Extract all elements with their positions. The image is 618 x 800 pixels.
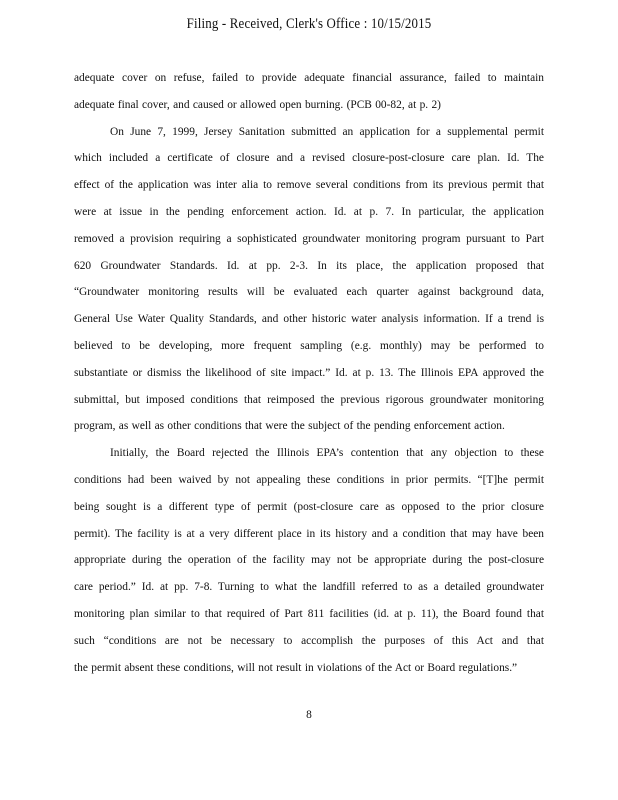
text-line: monitoring plan similar to that required of Part 811 facilities (id. at p. 11), the Board found that [74, 607, 544, 620]
text-line: conditions had been waived by not appealing these conditions in prior permits. “[T]he permit [74, 473, 544, 486]
text-line: On June 7, 1999, Jersey Sanitation submitted an application for a supplemental permit [110, 125, 544, 138]
text-line: “Groundwater monitoring results will be evaluated each quarter against background data, [74, 286, 544, 299]
text-line: removed a provision requiring a sophisticated groundwater monitoring program pursuant to Part [74, 232, 544, 245]
filing-header: Filing - Received, Clerk's Office : 10/15/2015 [186, 16, 432, 32]
text-line: submittal, but imposed conditions that reimposed the previous rigorous groundwater monitoring [74, 393, 544, 406]
text-line: care period.” Id. at pp. 7-8. Turning to what the landfill referred to as a detailed groundwater [74, 581, 544, 594]
text-line: permit). The facility is at a very different place in its history and a condition that may have been [74, 527, 544, 540]
text-line: such “conditions are not be necessary to accomplish the purposes of this Act and that [74, 634, 544, 647]
document-body [74, 71, 544, 687]
text-line: were at issue in the pending enforcement action. Id. at p. 7. In particular, the application [74, 205, 544, 218]
text-line: 620 Groundwater Standards. Id. at pp. 2-3. In its place, the application proposed that [74, 259, 544, 272]
text-line: effect of the application was inter alia to remove several conditions from its previous permit that [74, 179, 544, 192]
text-line: General Use Water Quality Standards, and other historic water analysis information. If a trend is [74, 313, 544, 326]
page-number: 8 [306, 709, 312, 721]
text-line: which included a certificate of closure and a revised closure-post-closure care plan. Id. The [74, 152, 544, 165]
text-line: program, as well as other conditions that were the subject of the pending enforcement action. [74, 420, 505, 433]
text-line: appropriate during the operation of the facility may not be appropriate during the post-closure [74, 554, 544, 567]
text-line: adequate cover on refuse, failed to provide adequate financial assurance, failed to maintain [74, 72, 544, 84]
text-line: Initially, the Board rejected the Illinois EPA’s contention that any objection to these [110, 447, 544, 460]
text-line: believed to be developing, more frequent sampling (e.g. monthly) may be performed to [74, 339, 544, 352]
text-line: adequate final cover, and caused or allowed open burning. (PCB 00-82, at p. 2) [74, 98, 441, 111]
text-line: being sought is a different type of permit (post-closure care as opposed to the prior closure [74, 500, 544, 513]
text-line: substantiate or dismiss the likelihood of site impact.” Id. at p. 13. The Illinois EPA approved the [74, 366, 544, 379]
text-line: the permit absent these conditions, will not result in violations of the Act or Board regulations.” [74, 661, 518, 674]
